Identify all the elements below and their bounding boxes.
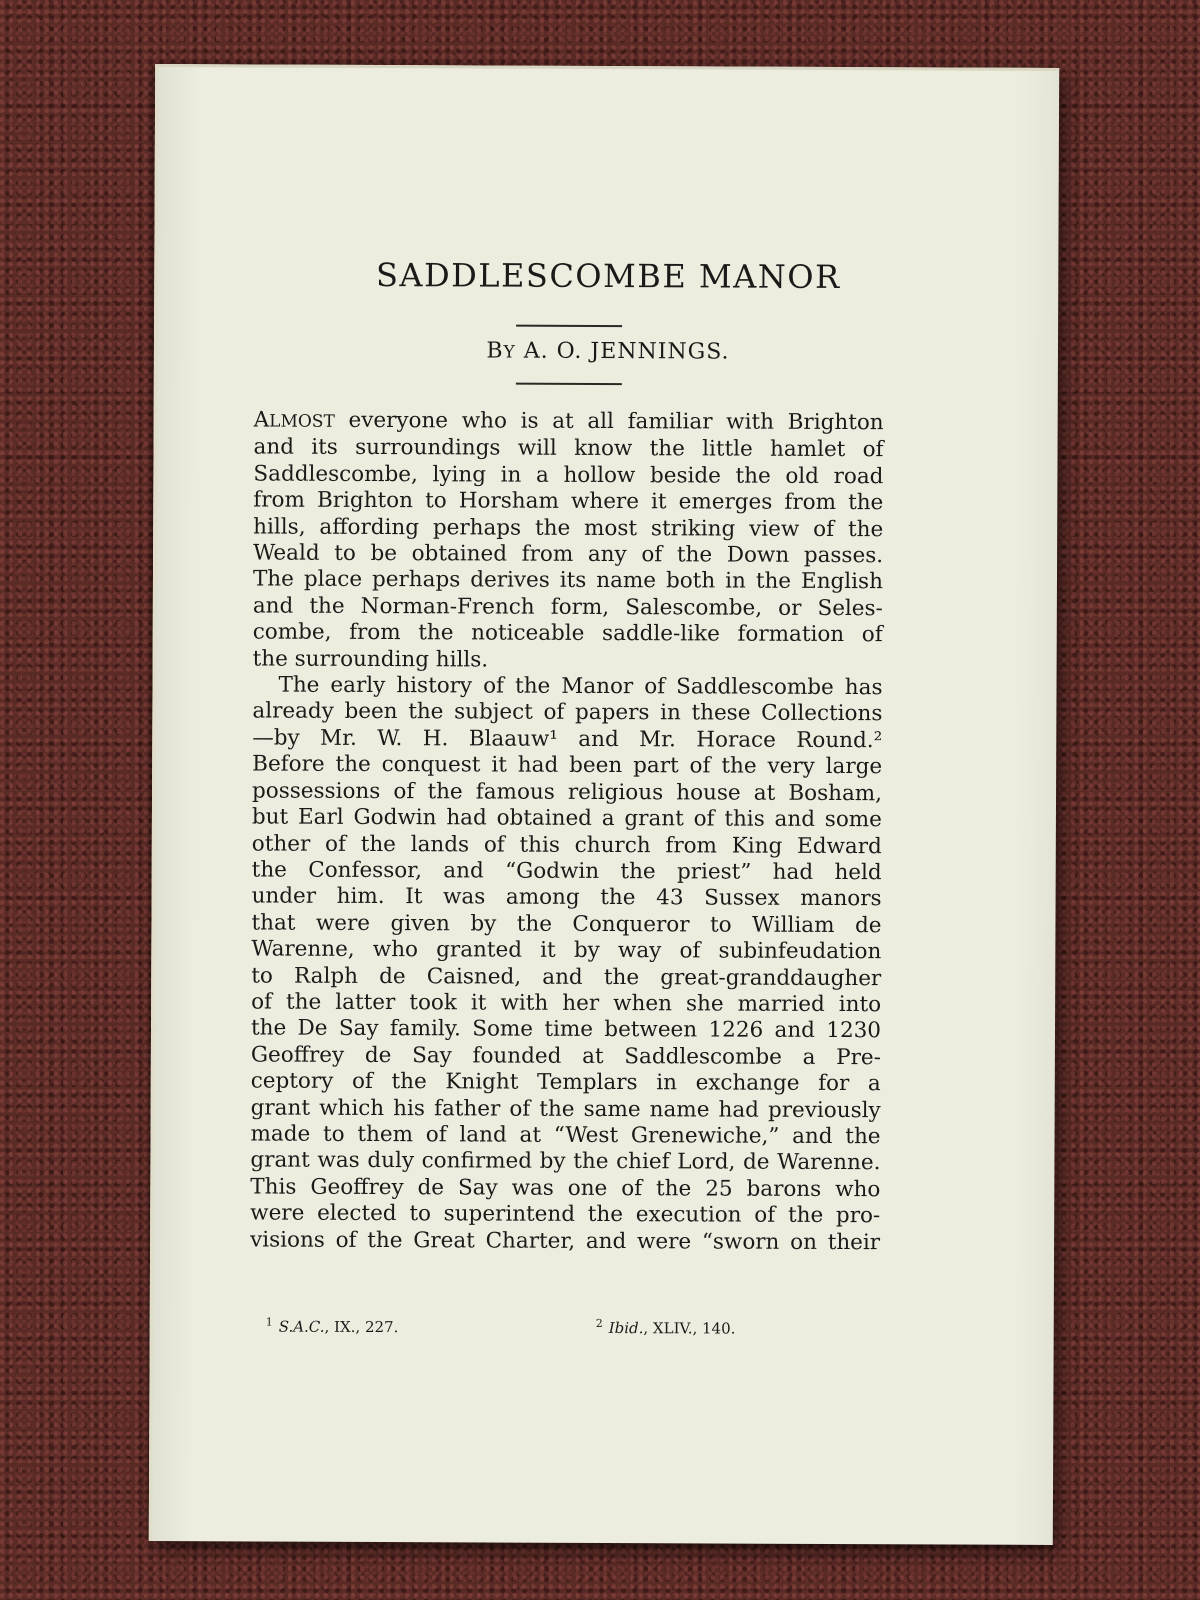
text-line: ceptory of the Knight Templars in exchange for a [250,1068,881,1097]
text-line: the De Say family. Some time between 1226 and 1230 [250,1015,882,1044]
byline-prefix-rest: Y [503,342,516,363]
text-line: —by Mr. W. H. Blaauw¹ and Mr. Horace Round.² [252,725,883,754]
footnote-source: S.A.C. [278,1317,325,1336]
text-line: Geoffrey de Say founded at Saddlescombe a Pre- [250,1042,881,1070]
text-line: to Ralph de Caisned, and the great-granddaugher [251,962,882,991]
text-line: hills, affording perhaps the most striking view of the [253,514,884,542]
document-page [149,64,1059,1545]
drop-lead-rest: LMOST [269,411,335,432]
text-line: were elected to superintend the execution of the pro- [250,1200,881,1229]
text-line: from Brighton to Horsham where it emerges from the [253,487,884,516]
text-line: ALMOST everyone who is at all familiar with Brighton [253,407,884,436]
text-line: Weald to be obtained from any of the Down passes. [253,540,884,569]
text-line: other of the lands of this church from King Edward [251,830,882,859]
text-line: that were given by the Conqueror to William de [251,910,882,938]
byline [158,337,1058,366]
title-divider [516,325,622,327]
text-line: and its surroundings will know the little hamlet of [253,434,884,463]
paragraph-1 [253,407,884,675]
text-line: already been the subject of papers in these Collections [252,698,883,727]
footnotes [265,1315,826,1338]
byline-prefix-cap: B [486,338,504,364]
byline-divider [516,383,622,385]
footnote-ref: , XLIV., 140. [643,1319,736,1338]
footnote-number: 2 [595,1316,603,1330]
footnote-2 [596,1317,736,1338]
text-line: The place perhaps derives its name both in the English [252,566,884,595]
text-line: Warenne, who granted it by way of subinfeudation [251,936,882,965]
text-line: the surrounding hills. [252,646,489,673]
page-title: SADDLESCOMBE MANOR [375,256,841,297]
byline-author: A. O. JENNINGS. [523,338,730,365]
text-line: under him. It was among the 43 Sussex manors [251,883,882,912]
paragraph-2 [250,673,883,1257]
text-line: The early history of the Manor of Saddlescombe has [278,672,883,701]
drop-lead-cap: A [253,407,270,433]
text-line: grant was duly confirmed by the chief Lord, de Warenne. [250,1147,881,1176]
text-line: and the Norman-French form, Salescombe, or Seles- [252,593,883,622]
text-line: the Confessor, and “Godwin the priest” had held [251,857,882,886]
footnote-1 [266,1316,399,1337]
footnote-number: 1 [265,1315,273,1329]
text-line: visions of the Great Charter, and were “sworn on their [250,1227,881,1255]
text-line: possessions of the famous religious house at Bosham, [252,778,883,806]
text-line: grant which his father of the same name had previously [250,1095,881,1123]
text-line: combe, from the noticeable saddle-like formation of [252,619,883,648]
text-line: Before the conquest it had been part of the very large [252,751,883,780]
footnote-ref: , IX., 227. [324,1317,399,1337]
text-line: of the latter took it with her when she married into [251,989,882,1018]
text-line: made to them of land at “West Grenewiche,” and the [250,1121,881,1150]
article-body [250,407,884,1256]
text-line: but Earl Godwin had obtained a grant of this and some [251,804,882,833]
text-line: This Geoffrey de Say was one of the 25 barons who [250,1174,881,1202]
text-line: Saddlescombe, lying in a hollow beside the old road [253,461,884,490]
footnote-source: Ibid. [608,1319,644,1338]
